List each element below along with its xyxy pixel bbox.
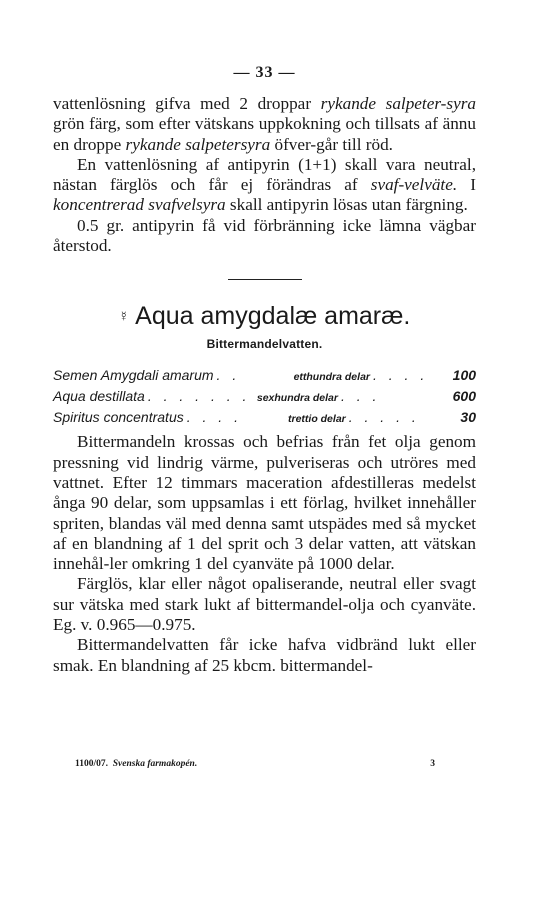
recipe-row <box>53 409 476 430</box>
leader-dots: . . . . . <box>348 409 420 426</box>
footer-sheet-number: 3 <box>430 759 435 769</box>
text-run: En vattenlösning af antipyrin (1+1) skall vara neutral, nästan färglös och får ej förändras af <box>53 154 476 195</box>
ingredient-amount-value: 600 <box>452 388 476 405</box>
recipe-row <box>53 367 476 388</box>
section-divider <box>228 279 302 280</box>
italic-term: rykande salpetersyra <box>125 134 271 154</box>
page-footer <box>75 759 435 769</box>
leader-dots: . . . . <box>373 367 429 384</box>
leader-dots: . . <box>216 367 241 384</box>
leader-dots: . . . <box>340 388 381 405</box>
text-run: vattenlösning gifva med 2 droppar <box>53 94 321 113</box>
italic-term: svaf-velväte. <box>370 175 458 195</box>
ingredient-amount-text: trettio delar <box>287 413 346 426</box>
ingredient-name: Aqua destillata <box>53 388 145 405</box>
footer-left <box>75 759 197 769</box>
text-run: grön färg, som efter vätskans uppkokning och tillsats af ännu en droppe <box>53 114 476 154</box>
ingredient-amount-value: 30 <box>460 409 476 426</box>
text-run: I <box>457 175 476 195</box>
italic-term: rykande salpeter-syra <box>320 94 476 113</box>
leader-dots: . . . . . . . <box>147 388 251 405</box>
paragraph-6: Bittermandelvatten får icke hafva vidbränd lukt eller smak. En blandning af 25 kbcm. bittermandel- <box>53 635 476 675</box>
footer-book-title: Svenska farmakopén. <box>112 759 198 769</box>
text-run: skall antipyrin lösas utan färgning. <box>225 195 468 215</box>
recipe-list <box>53 367 476 430</box>
section-heading <box>53 302 476 331</box>
paragraph-2 <box>53 155 476 216</box>
footer-signature: 1100/07. <box>75 759 108 769</box>
paragraph-3: 0.5 gr. antipyrin få vid förbränning icke lämna vägbar återstod. <box>53 215 476 256</box>
leader-dots: . . . . <box>186 409 242 426</box>
ingredient-name: Semen Amygdali amarum <box>53 367 214 384</box>
section-subtitle: Bittermandelvatten. <box>206 337 323 352</box>
ingredient-name: Spiritus concentratus <box>53 409 184 426</box>
ingredient-amount-value: 100 <box>452 367 477 384</box>
recipe-row <box>53 388 476 409</box>
text-run: öfver-går till röd. <box>270 134 393 154</box>
paragraph-4: Bittermandeln krossas och befrias från fet olja genom pressning vid lindrig värme, pulveriseras och utröres med vattnet. Efter 12 timmars maceration afdestilleras medelst ånga 90 delar, som uppsamlas i ett förlag, hvilket innehåller spriten, blandas väl med denna samt utspädes med så mycket af en blandning af 1 del sprit och 3 delar vatten, att vätskan innehål-ler omkring 1 del cyanväte på 1000 delar. <box>53 432 476 574</box>
paragraph-1 <box>53 94 476 155</box>
section-title: Aqua amygdalæ amaræ. <box>135 302 411 331</box>
italic-term: koncentrerad svafvelsyra <box>53 195 226 215</box>
page-number: — 33 — <box>233 64 296 81</box>
paragraph-5: Färglös, klar eller något opaliserande, neutral eller svagt sur vätska med stark lukt af bittermandel-olja och cyanväte. Eg. v. 0.965—0.975. <box>53 574 476 635</box>
aqua-symbol-icon: ☿ <box>118 308 130 325</box>
page <box>53 64 476 676</box>
ingredient-amount-text: sexhundra delar <box>256 392 338 405</box>
ingredient-amount-text: etthundra delar <box>293 371 370 384</box>
